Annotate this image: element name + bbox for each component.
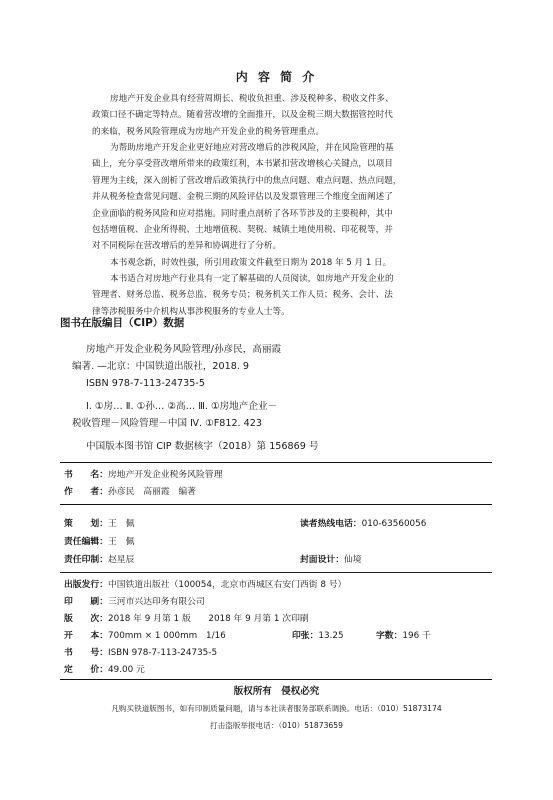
- cip-line: 税收管理－风险管理－中国 Ⅳ. ①F812. 423: [72, 418, 262, 429]
- text-line: 管理者、财务总监、税务总监、税务专员；税务机关工作人员；税务、会计、法: [92, 290, 393, 301]
- summary-paragraph-1: [92, 91, 464, 140]
- book-name-row: [64, 467, 222, 480]
- print-manager-row: [64, 552, 134, 565]
- divider: [60, 679, 492, 680]
- isbn-value: ISBN 978-7-113-24735-5: [108, 648, 218, 658]
- edition-row: [64, 611, 309, 624]
- word-count-value: 196 千: [402, 631, 431, 641]
- text-line: 包括增值税、企业所得税、土地增值税、契税、城镇土地使用税、印花税等，并: [92, 225, 393, 236]
- sheets-row: [292, 628, 344, 641]
- cip-heading: 图书在版编目（CIP）数据: [60, 317, 185, 329]
- price-label: 定 价：: [64, 665, 108, 675]
- cip-line: Ⅰ. ①房… Ⅱ. ①孙… ②高… Ⅲ. ①房地产企业－: [86, 401, 278, 412]
- editor-row: [64, 534, 134, 547]
- text-line: 对不同税际在营改增后的差异和协调进行了分析。: [92, 241, 282, 252]
- print-manager-label: 责任印制：: [64, 555, 108, 565]
- format-row: [64, 628, 226, 641]
- planner-row: [64, 516, 134, 529]
- cip-line: ISBN 978-7-113-24735-5: [86, 378, 205, 389]
- sheets-value: 13.25: [318, 631, 344, 641]
- planner-label: 策 划：: [64, 519, 108, 529]
- cip-block-2: [72, 398, 277, 432]
- cip-line: 编著. —北京：中国铁道出版社，2018. 9: [72, 361, 250, 372]
- summary-title: 内 容 简 介: [235, 70, 318, 84]
- author-label: 作 者：: [64, 487, 108, 497]
- printer-label: 印 刷：: [64, 597, 108, 607]
- text-line: 础上，充分享受营改增所带来的政策红利，本书紧扣营改增核心关键点，以项目: [92, 159, 393, 170]
- quality-notice: 凡购买铁道版图书，如有印制质量问题，请与本社读者服务部联系调换。电话：（010）51873174: [111, 704, 442, 713]
- cip-record-number: 中国版本图书馆 CIP 数据核字（2018）第 156869 号: [86, 441, 319, 452]
- text-line: 并从税务检查常见问题、金税三期的风险评估以及发票管理三个维度全面阐述了: [92, 192, 393, 203]
- editor-label: 责任编辑：: [64, 537, 108, 547]
- edition-label: 版 次：: [64, 614, 108, 624]
- publisher-row: [64, 577, 346, 590]
- format-label: 开 本：: [64, 631, 108, 641]
- text-line: 的来临，税务风险管理成为房地产开发企业的税务管理重点。: [92, 126, 325, 137]
- price-row: [64, 662, 145, 675]
- text-line: 企业面临的税务风险和应对措施。同时重点剖析了各环节涉及的主要税种，其中: [92, 208, 393, 219]
- print-manager-value: 赵星辰: [108, 555, 135, 565]
- isbn-row: [64, 645, 217, 658]
- cip-block-1: [72, 341, 281, 392]
- edition-value: 2018 年 9 月第 1 版 2018 年 9 月第 1 次印刷: [108, 614, 309, 624]
- price-value: 49.00 元: [108, 665, 145, 675]
- divider: [60, 504, 492, 505]
- author-value: 孙彦民 高丽霞 编著: [108, 487, 196, 497]
- book-name-value: 房地产开发企业税务风险管理: [108, 470, 223, 480]
- planner-value: 王 佩: [108, 519, 135, 529]
- text-line: 本书适合对房地产行业具有一定了解基础的人员阅读，如房地产开发企业的: [110, 274, 394, 284]
- hotline-value: 010-63560056: [361, 519, 427, 529]
- rights-notice: 版权所有 侵权必究: [233, 686, 320, 697]
- piracy-hotline: 打击盗版举报电话：（010）51873659: [210, 721, 343, 730]
- editor-value: 王 佩: [108, 537, 135, 547]
- cover-design-value: 仙境: [344, 555, 362, 565]
- text-line: 房地产开发企业具有经营周期长、税收负担重、涉及税种多、税收文件多、: [110, 94, 394, 104]
- cip-line: 房地产开发企业税务风险管理/孙彦民，高丽霞: [86, 344, 282, 355]
- text-line: 本书观念新，时效性强，所引用政策文件截至日期为 2018 年 5 月 1 日。: [110, 258, 392, 268]
- summary-paragraph-3: [92, 255, 464, 271]
- format-value: 700mm × 1 000mm 1/16: [108, 631, 226, 641]
- text-line: 为帮助房地产开发企业更好地应对营改增后的涉税风险，并在风险管理的基: [110, 143, 394, 153]
- printer-value: 三河市兴达印务有限公司: [108, 597, 205, 607]
- text-line: 政策口径不确定等特点。随着营改增的全面推开，以及金税三期大数据管控时代: [92, 110, 393, 121]
- sheets-label: 印张：: [292, 631, 319, 641]
- isbn-label: 书 号：: [64, 648, 108, 658]
- summary-paragraph-2: [92, 140, 464, 255]
- hotline-row: [300, 516, 426, 529]
- divider: [60, 572, 492, 573]
- text-line: 管理为主线，深入剖析了营改增后政策执行中的焦点问题、难点问题、热点问题，: [92, 175, 402, 186]
- word-count-row: [376, 628, 431, 641]
- word-count-label: 字数：: [376, 631, 403, 641]
- cover-design-label: 封面设计：: [300, 555, 344, 565]
- summary-paragraph-4: [92, 271, 464, 320]
- publisher-value: 中国铁道出版社（100054，北京市西城区右安门西街 8 号）: [108, 580, 347, 590]
- book-name-label: 书 名：: [64, 470, 108, 480]
- text-line: 律等涉税服务中介机构从事涉税服务的专业人士等。: [92, 306, 290, 317]
- divider: [60, 462, 492, 463]
- cover-design-row: [300, 552, 362, 565]
- printer-row: [64, 594, 205, 607]
- author-row: [64, 484, 196, 497]
- publisher-label: 出版发行：: [64, 580, 108, 590]
- hotline-label: 读者热线电话：: [300, 519, 362, 529]
